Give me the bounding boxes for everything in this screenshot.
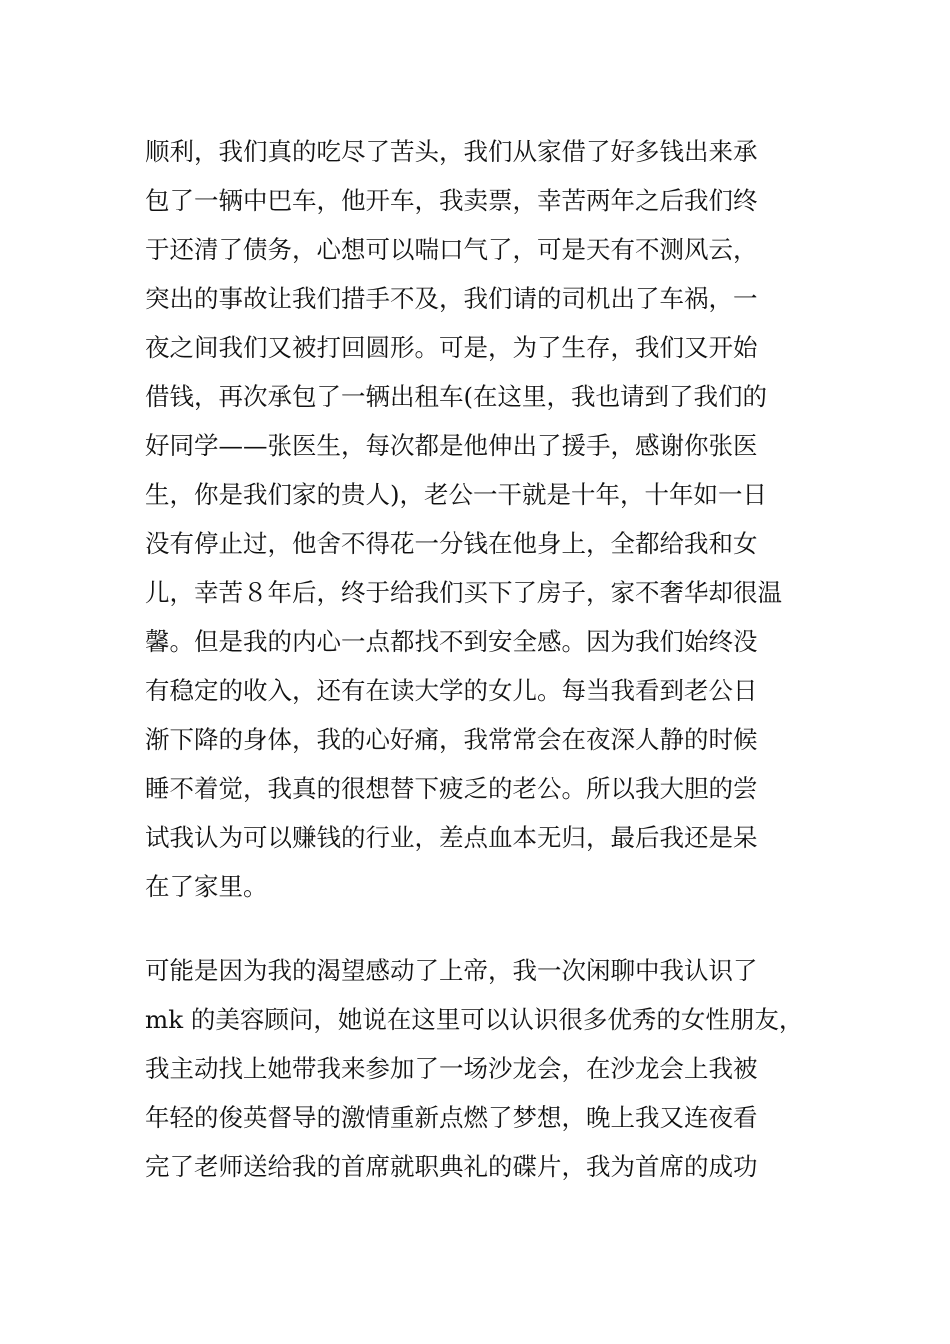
text-line: mk 的美容顾问，她说在这里可以认识很多优秀的女性朋友， [145,1005,804,1034]
text-line: 突出的事故让我们措手不及，我们请的司机出了车祸，一 [145,284,758,313]
text-line: 睡不着觉，我真的很想替下疲乏的老公。所以我大胆的尝 [145,774,758,803]
text-line: 好同学——张医生，每次都是他伸出了援手，感谢你张医 [145,431,758,460]
text-line: 馨。但是我的内心一点都找不到安全感。因为我们始终没 [145,627,758,656]
text-line: 于还清了债务，心想可以喘口气了，可是天有不测风云， [145,235,758,264]
text-line: 生，你是我们家的贵人)，老公一干就是十年，十年如一日 [145,480,768,509]
text-line: 借钱，再次承包了一辆出租车(在这里，我也请到了我们的 [145,382,768,411]
text-line: 完了老师送给我的首席就职典礼的碟片，我为首席的成功 [145,1152,758,1181]
paragraph-2 [145,946,815,1191]
text-line: 顺利，我们真的吃尽了苦头，我们从家借了好多钱出来承 [145,137,758,166]
text-line: 儿，幸苦８年后，终于给我们买下了房子，家不奢华却很温 [145,578,782,607]
text-line: 包了一辆中巴车，他开车，我卖票，幸苦两年之后我们终 [145,186,758,215]
text-line: 夜之间我们又被打回圆形。可是，为了生存，我们又开始 [145,333,758,362]
text-line: 没有停止过，他舍不得花一分钱在他身上，全都给我和女 [145,529,758,558]
text-line: 可能是因为我的渴望感动了上帝，我一次闲聊中我认识了 [145,956,758,985]
text-line: 我主动找上她带我来参加了一场沙龙会，在沙龙会上我被 [145,1054,758,1083]
paragraph-1 [145,127,815,911]
text-line: 渐下降的身体，我的心好痛，我常常会在夜深人静的时候 [145,725,758,754]
text-line: 在了家里。 [145,872,268,901]
text-line: 年轻的俊英督导的激情重新点燃了梦想，晚上我又连夜看 [145,1103,758,1132]
text-line: 试我认为可以赚钱的行业，差点血本无归，最后我还是呆 [145,823,758,852]
text-line: 有稳定的收入，还有在读大学的女儿。每当我看到老公日 [145,676,758,705]
